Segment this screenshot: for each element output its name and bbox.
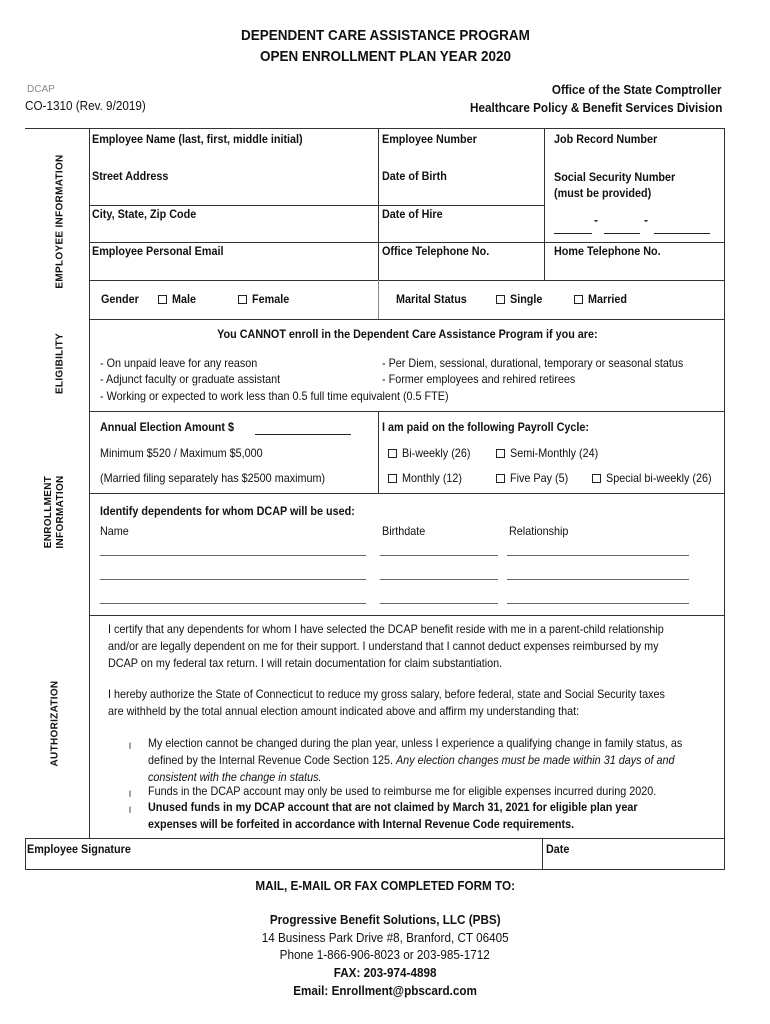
payroll-fivepay-checkbox[interactable]: Five Pay (5) <box>496 471 575 485</box>
checkbox-icon <box>496 295 505 304</box>
form-title: DEPENDENT CARE ASSISTANCE PROGRAM <box>240 27 530 44</box>
company-address: 14 Business Park Drive #8, Branford, CT 06405 <box>261 930 509 945</box>
dependent-relationship-header: Relationship <box>509 524 569 538</box>
eligibility-item: - On unpaid leave for any reason <box>100 356 258 370</box>
bullet-election-change: My election cannot be changed during the plan year, unless I experience a qualifying change in family status, as defined by the Internal Revenue Code Section 125. Any election changes must be made within 31 days of and consistent with the change in status. <box>148 736 683 784</box>
bullet-icon: l <box>129 789 131 799</box>
section-enrollment-information: ENROLLMENT INFORMATION <box>43 475 66 549</box>
annual-election-label: Annual Election Amount $ <box>100 420 235 434</box>
job-record-field[interactable]: Job Record Number <box>554 132 658 146</box>
checkbox-icon <box>574 295 583 304</box>
gender-label: Gender <box>101 292 139 306</box>
form-subtitle: OPEN ENROLLMENT PLAN YEAR 2020 <box>259 48 511 65</box>
form-code: DCAP <box>27 84 55 95</box>
signature-date-field[interactable]: Date <box>546 842 570 856</box>
bullet-icon: l <box>129 805 131 815</box>
authorization-paragraph: I hereby authorize the State of Connecticut to reduce my gross salary, before federal, state and Social Security taxes are withheld by the total annual election amount indicated above and affirm my understanding that: <box>108 687 665 718</box>
marital-married-checkbox[interactable]: Married <box>574 292 631 306</box>
checkbox-icon <box>496 474 505 483</box>
form-number: CO-1310 (Rev. 9/2019) <box>25 98 146 113</box>
eligibility-item: - Former employees and rehired retirees <box>382 372 576 386</box>
bullet-funds-use: Funds in the DCAP account may only be used to reimburse me for eligible expenses incurred during 2020. <box>148 784 657 798</box>
ssn-note: (must be provided) <box>554 186 652 200</box>
mail-heading: MAIL, E-MAIL OR FAX COMPLETED FORM TO: <box>255 878 515 893</box>
payroll-biweekly-checkbox[interactable]: Bi-weekly (26) <box>388 446 478 460</box>
checkbox-icon <box>238 295 247 304</box>
city-state-zip-field[interactable]: City, State, Zip Code <box>92 207 197 221</box>
certification-paragraph: I certify that any dependents for whom I have selected the DCAP benefit reside with me in a parent-child relationship and/or are legally dependent on me for their support. I understand that I cannot deduct expenses reimbursed by my DCAP on my federal tax return. I will retain documentation for claim substantiation. <box>108 622 664 670</box>
street-address-field[interactable]: Street Address <box>92 169 169 183</box>
checkbox-icon <box>592 474 601 483</box>
payroll-semimonthly-checkbox[interactable]: Semi-Monthly (24) <box>496 446 608 460</box>
payroll-cycle-label: I am paid on the following Payroll Cycle: <box>382 420 590 434</box>
company-fax: FAX: 203-974-4898 <box>333 965 437 980</box>
eligibility-item: - Working or expected to work less than 0.5 full time equivalent (0.5 FTE) <box>100 389 449 403</box>
payroll-special-biweekly-checkbox[interactable]: Special bi-weekly (26) <box>592 471 723 485</box>
marital-single-checkbox[interactable]: Single <box>496 292 546 306</box>
gender-male-checkbox[interactable]: Male <box>158 292 199 306</box>
date-of-birth-field[interactable]: Date of Birth <box>382 169 447 183</box>
office-name: Office of the State Comptroller <box>552 82 722 97</box>
eligibility-item: - Per Diem, sessional, durational, temporary or seasonal status <box>382 356 684 370</box>
checkbox-icon <box>388 474 397 483</box>
date-of-hire-field[interactable]: Date of Hire <box>382 207 443 221</box>
section-employee-information: EMPLOYEE INFORMATION <box>54 154 66 289</box>
ssn-label: Social Security Number <box>554 170 676 184</box>
home-telephone-field[interactable]: Home Telephone No. <box>554 244 661 258</box>
personal-email-field[interactable]: Employee Personal Email <box>92 244 224 258</box>
office-telephone-field[interactable]: Office Telephone No. <box>382 244 490 258</box>
eligibility-item: - Adjunct faculty or graduate assistant <box>100 372 281 386</box>
employee-name-field[interactable]: Employee Name (last, first, middle initial) <box>92 132 303 146</box>
gender-female-checkbox[interactable]: Female <box>238 292 293 306</box>
employee-number-field[interactable]: Employee Number <box>382 132 477 146</box>
dependent-birthdate-header: Birthdate <box>382 524 426 538</box>
section-eligibility: ELIGIBILITY <box>54 332 66 395</box>
election-min-max: Minimum $520 / Maximum $5,000 <box>100 446 263 460</box>
dependents-heading: Identify dependents for whom DCAP will be used: <box>100 504 355 518</box>
bullet-icon: l <box>129 741 131 751</box>
company-email-link[interactable]: Email: Enrollment@pbscard.com <box>293 983 477 998</box>
employee-signature-field[interactable]: Employee Signature <box>27 842 131 856</box>
payroll-monthly-checkbox[interactable]: Monthly (12) <box>388 471 469 485</box>
company-name: Progressive Benefit Solutions, LLC (PBS) <box>269 912 501 927</box>
dependent-name-header: Name <box>100 524 129 538</box>
eligibility-heading: You CANNOT enroll in the Dependent Care Assistance Program if you are: <box>216 327 598 341</box>
section-authorization: AUTHORIZATION <box>49 680 61 767</box>
division-name: Healthcare Policy & Benefit Services Division <box>469 100 722 115</box>
annual-election-input[interactable] <box>255 434 351 435</box>
bullet-forfeiture: Unused funds in my DCAP account that are not claimed by March 31, 2021 for eligible plan year expenses will be forfeited in accordance with Internal Revenue Code requirements. <box>148 800 638 831</box>
checkbox-icon <box>158 295 167 304</box>
marital-status-label: Marital Status <box>396 292 467 306</box>
checkbox-icon <box>388 449 397 458</box>
checkbox-icon <box>496 449 505 458</box>
married-separately-note: (Married filing separately has $2500 maximum) <box>100 471 326 485</box>
company-phone: Phone 1-866-906-8023 or 203-985-1712 <box>279 947 491 962</box>
